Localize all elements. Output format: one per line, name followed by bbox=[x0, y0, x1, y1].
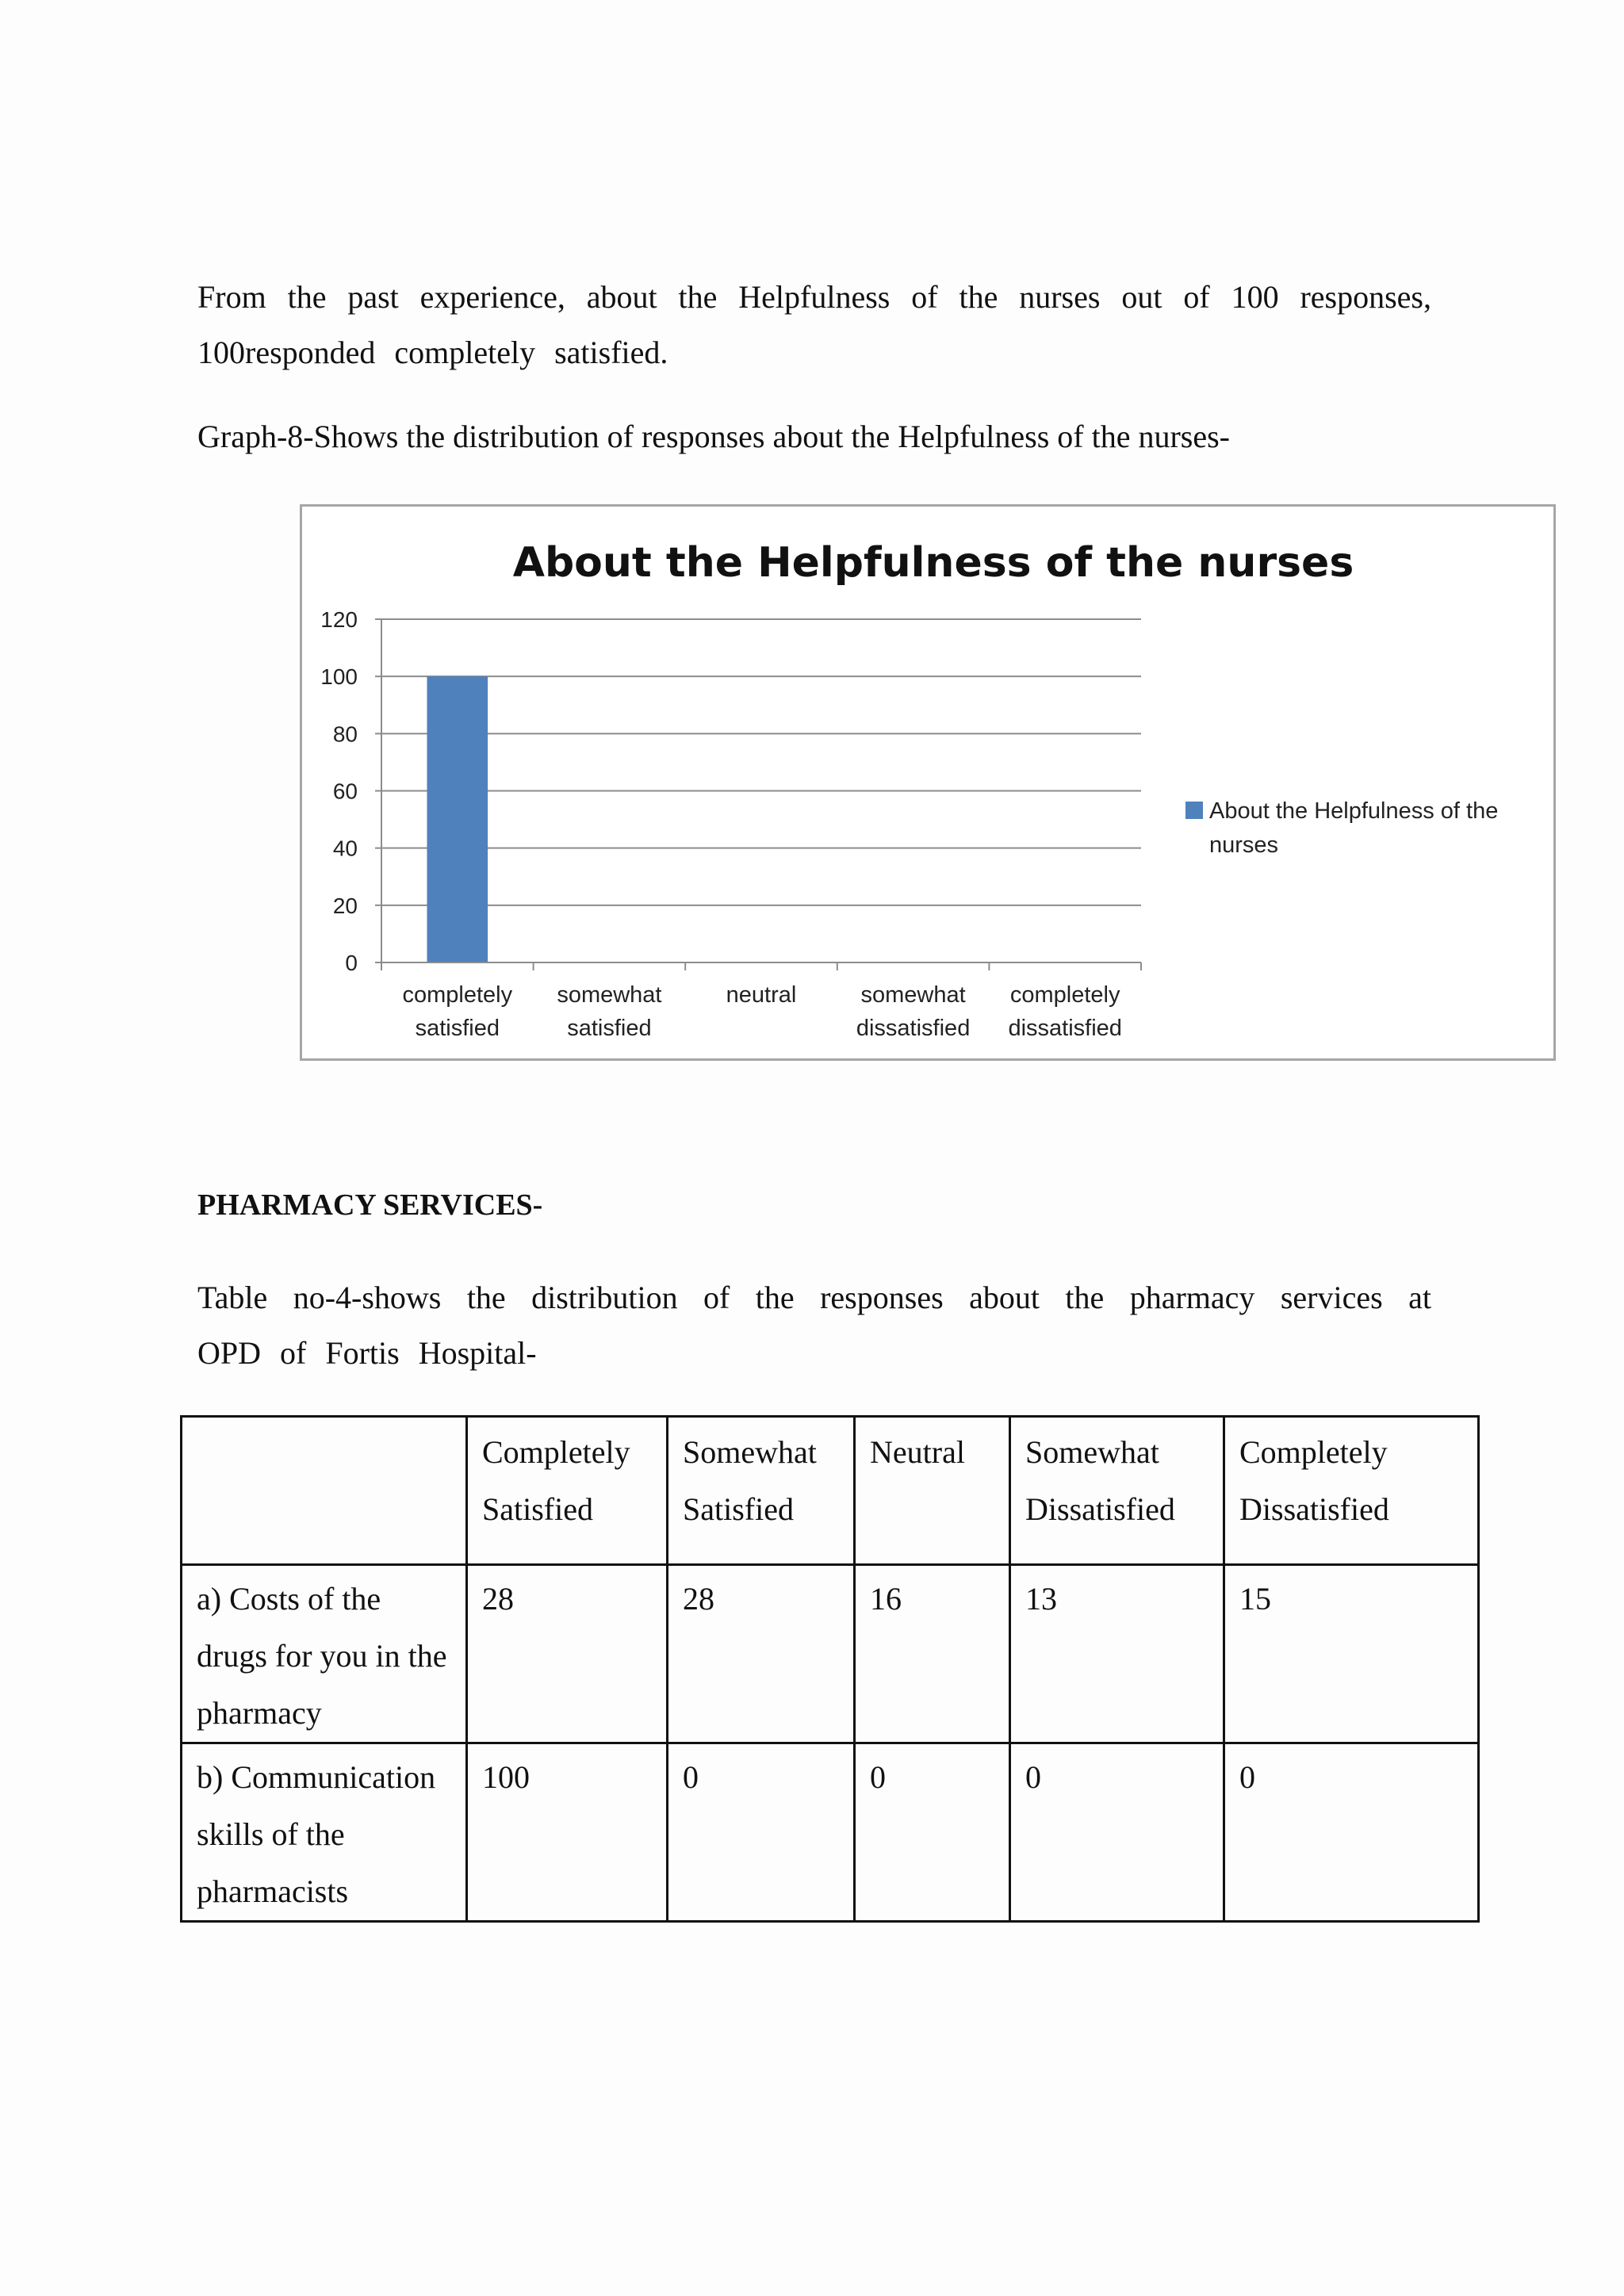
table-row bbox=[182, 1565, 1479, 1743]
x-category-label bbox=[1008, 982, 1121, 1041]
column-header bbox=[1224, 1417, 1479, 1565]
y-tick-label: 20 bbox=[332, 893, 358, 918]
intro-paragraph: From the past experience, about the Helpfulness of the nurses out of 100 responses, 100responded completely satisfied. bbox=[197, 279, 1431, 370]
x-category-label bbox=[856, 982, 970, 1041]
y-tick-label: 120 bbox=[320, 607, 358, 632]
y-tick-label: 40 bbox=[332, 836, 358, 861]
x-category-label-line: somewhat bbox=[557, 982, 662, 1008]
x-category-label-line: completely bbox=[402, 982, 513, 1008]
column-header bbox=[467, 1417, 668, 1565]
column-header-line: Dissatisfied bbox=[1025, 1491, 1175, 1527]
column-header-line: Satisfied bbox=[683, 1491, 794, 1527]
y-tick-label: 100 bbox=[320, 664, 358, 690]
column-header-line: Somewhat bbox=[683, 1434, 817, 1470]
table-cell: 0 bbox=[855, 1743, 1010, 1922]
y-tick-label: 60 bbox=[332, 779, 358, 804]
section-heading: PHARMACY SERVICES- bbox=[197, 1188, 543, 1222]
column-header-line: Satisfied bbox=[482, 1491, 593, 1527]
legend-label-line: nurses bbox=[1209, 832, 1279, 858]
table-cell: 0 bbox=[1010, 1743, 1224, 1922]
column-header-line: Dissatisfied bbox=[1239, 1491, 1389, 1527]
helpfulness-chart bbox=[300, 504, 1556, 1061]
row-label: a) Costs of the drugs for you in the pharmacy bbox=[182, 1565, 467, 1743]
chart-bars bbox=[427, 676, 488, 962]
table-cell: 13 bbox=[1010, 1565, 1224, 1743]
column-header-line: Completely bbox=[482, 1434, 630, 1470]
pharmacy-services-table bbox=[180, 1415, 1480, 1923]
table-cell: 16 bbox=[855, 1565, 1010, 1743]
x-category-label bbox=[726, 982, 797, 1008]
x-category-label-line: neutral bbox=[726, 982, 797, 1008]
legend-swatch bbox=[1185, 802, 1203, 819]
chart-canvas bbox=[302, 507, 1558, 1063]
x-category-label-line: dissatisfied bbox=[1008, 1016, 1122, 1041]
x-category-label bbox=[402, 982, 512, 1041]
column-header-line: Completely bbox=[1239, 1434, 1388, 1470]
table-cell: 0 bbox=[668, 1743, 855, 1922]
x-category-label-line: completely bbox=[1009, 982, 1120, 1008]
table-body bbox=[182, 1565, 1479, 1922]
table-cell: 0 bbox=[1224, 1743, 1479, 1922]
legend-label bbox=[1209, 798, 1498, 858]
x-category-label-line: somewhat bbox=[860, 982, 966, 1008]
y-tick-label: 80 bbox=[332, 721, 358, 747]
x-category-label-line: dissatisfied bbox=[856, 1016, 971, 1041]
table-cell: 28 bbox=[668, 1565, 855, 1743]
graph-caption: Graph-8-Shows the distribution of responses about the Helpfulness of the nurses- bbox=[197, 419, 1230, 454]
table-caption: Table no-4-shows the distribution of the responses about the pharmacy services at OPD of Fortis Hospital- bbox=[197, 1280, 1431, 1371]
row-label: b) Communication skills of the pharmacists bbox=[182, 1743, 467, 1922]
column-header bbox=[668, 1417, 855, 1565]
table-cell: 28 bbox=[467, 1565, 668, 1743]
table-row bbox=[182, 1743, 1479, 1922]
y-tick-label: 0 bbox=[345, 951, 358, 975]
table-cell: 15 bbox=[1224, 1565, 1479, 1743]
x-category-label-line: satisfied bbox=[567, 1016, 652, 1041]
chart-legend bbox=[1185, 798, 1498, 858]
chart-title: About the Helpfulness of the nurses bbox=[512, 539, 1354, 587]
column-header bbox=[855, 1417, 1010, 1565]
chart-gridlines bbox=[381, 619, 1141, 905]
table-corner-cell bbox=[182, 1417, 467, 1565]
bar-completely-satisfied bbox=[427, 676, 488, 962]
table-cell: 100 bbox=[467, 1743, 668, 1922]
x-category-label-line: satisfied bbox=[415, 1016, 500, 1041]
table-header-row bbox=[182, 1417, 1479, 1565]
legend-label-line: About the Helpfulness of the bbox=[1209, 798, 1499, 824]
x-category-label bbox=[557, 982, 661, 1041]
column-header-line: Somewhat bbox=[1025, 1434, 1159, 1470]
column-header bbox=[1010, 1417, 1224, 1565]
column-header-line: Neutral bbox=[870, 1434, 965, 1470]
